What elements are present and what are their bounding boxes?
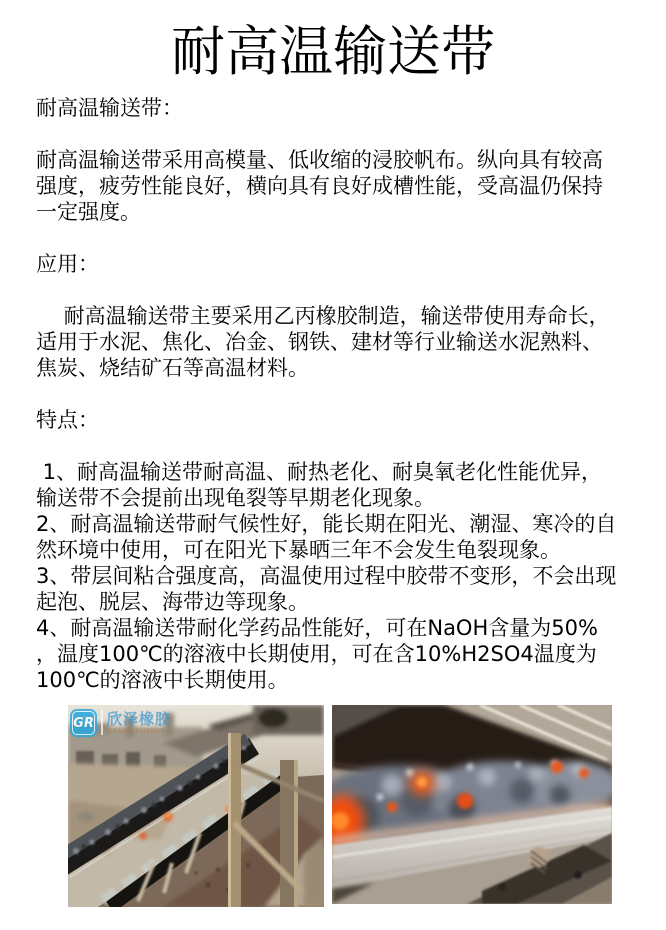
text-line: ，温度100℃的溶液中长期使用，可在含10%H2SO4温度为 xyxy=(36,642,597,666)
features-list xyxy=(36,459,636,693)
text-line: 强度，疲劳性能良好，横向具有良好成槽性能，受高温仍保持 xyxy=(36,174,603,198)
grand-rubber-logo xyxy=(71,710,171,736)
brand-name-en: GRAND RUBBER xyxy=(107,727,166,735)
brand-name-cn: 欣泽橡胶 xyxy=(107,710,172,728)
text-line: 焦炭、烧结矿石等高温材料。 xyxy=(36,356,309,380)
text-line: 1、耐高温输送带耐高温、耐热老化、耐臭氧老化性能优异， xyxy=(36,460,603,484)
product-description xyxy=(36,95,636,693)
text-line: 起泡、脱层、海带边等现象。 xyxy=(36,590,309,614)
hot-material-illustration xyxy=(332,705,612,904)
text-line: 一定强度。 xyxy=(36,200,141,224)
application-heading-text: 应用： xyxy=(36,252,99,276)
intro-heading-text: 耐高温输送带： xyxy=(36,96,183,120)
text-line: 4、耐高温输送带耐化学药品性能好，可在NaOH含量为50% xyxy=(36,616,598,640)
features-heading xyxy=(36,407,636,433)
intro-heading xyxy=(36,95,636,121)
intro-paragraph xyxy=(36,147,636,225)
text-line: 适用于水泥、焦化、冶金、钢铁、建材等行业输送水泥熟料、 xyxy=(36,330,603,354)
features-heading-text: 特点： xyxy=(36,408,99,432)
gr-monogram-icon: GR xyxy=(71,710,96,736)
application-paragraph xyxy=(36,303,636,381)
text-line: 然环境中使用，可在阳光下暴晒三年不会发生龟裂现象。 xyxy=(36,538,561,562)
photo-conveyor-site xyxy=(68,705,324,907)
page-title: 耐高温输送带 xyxy=(171,20,495,83)
text-line: 耐高温输送带采用高模量、低收缩的浸胶帆布。纵向具有较高 xyxy=(36,148,603,172)
brand-text xyxy=(101,710,171,735)
photo-hot-material-closeup xyxy=(332,705,612,904)
text-line: 3、带层间粘合强度高，高温使用过程中胶带不变形，不会出现 xyxy=(36,564,617,588)
text-line: 输送带不会提前出现龟裂等早期老化现象。 xyxy=(36,486,435,510)
text-line: 100℃的溶液中长期使用。 xyxy=(36,668,289,692)
text-line: 2、耐高温输送带耐气候性好，能长期在阳光、潮湿、寒冷的自 xyxy=(36,512,617,536)
application-heading xyxy=(36,251,636,277)
text-line: 耐高温输送带主要采用乙丙橡胶制造，输送带使用寿命长， xyxy=(36,304,610,328)
